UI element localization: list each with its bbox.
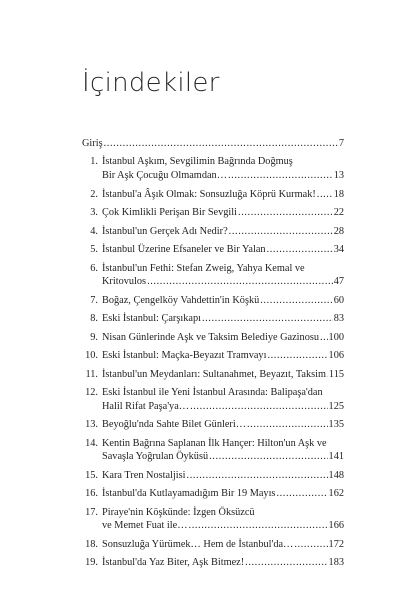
dot-leader — [202, 312, 333, 326]
chapter-title-line — [102, 418, 344, 432]
chapter-title-text: Eski İstanbul ile Yeni İstanbul Arasında: Balipaşa'dan — [102, 387, 323, 398]
page-number: 115 — [328, 368, 344, 380]
page-number: 83 — [333, 313, 344, 325]
toc-entry — [80, 469, 344, 483]
page-number: 13 — [333, 170, 344, 182]
chapter-number: 19. — [85, 557, 98, 569]
chapter-title — [80, 262, 344, 289]
chapter-title-line — [102, 506, 344, 520]
toc-entry — [80, 262, 344, 289]
chapter-title — [80, 386, 344, 413]
dot-leader — [317, 188, 333, 202]
chapter-number: 3. — [90, 207, 98, 219]
chapter-title-text: Eski İstanbul: Çarşıkapı — [102, 313, 201, 325]
toc-entry — [80, 368, 344, 382]
page-number: 162 — [328, 488, 344, 500]
dot-leader — [267, 243, 333, 257]
chapter-title — [80, 137, 344, 151]
page-number: 34 — [333, 244, 344, 256]
chapter-title-line — [102, 188, 344, 202]
chapter-number: 7. — [90, 294, 98, 306]
chapter-title-text: Sonsuzluğa Yürümek… Hem de İstanbul'da… — [102, 538, 294, 550]
dot-leader — [209, 450, 327, 464]
toc-entry — [80, 386, 344, 413]
page-number: 135 — [328, 419, 344, 431]
chapter-number: 18. — [85, 538, 98, 550]
dot-leader — [187, 469, 328, 483]
dot-leader — [238, 206, 333, 220]
chapter-title-line — [102, 275, 344, 289]
chapter-number: 14. — [85, 437, 98, 449]
chapter-title-text: Nisan Günlerinde Aşk ve Taksim Belediye Gazinosu — [102, 331, 319, 343]
chapter-title — [80, 349, 344, 363]
chapter-number: 8. — [90, 313, 98, 325]
chapter-title-text: İstanbul'da Yaz Biter, Aşk Bitmez! — [102, 557, 245, 569]
chapter-title-line — [102, 450, 344, 464]
chapter-title-line — [102, 206, 344, 220]
chapter-number: 9. — [90, 331, 98, 343]
chapter-number: 12. — [85, 387, 98, 398]
dot-leader — [294, 538, 327, 552]
chapter-title-line — [102, 262, 344, 276]
page-number: 60 — [333, 294, 344, 306]
chapter-title — [80, 294, 344, 308]
chapter-title-line — [102, 225, 344, 239]
chapter-number: 11. — [85, 368, 98, 380]
dot-leader — [229, 225, 333, 239]
chapter-title-text: Giriş — [82, 138, 103, 149]
chapter-title-text: İstanbul'un Meydanları: Sultanahmet, Beyazıt, Taksim — [102, 368, 326, 380]
toc-entry — [80, 487, 344, 501]
page-number: 106 — [328, 350, 344, 362]
chapter-number: 5. — [90, 244, 98, 256]
dot-leader — [276, 487, 327, 501]
chapter-title — [80, 368, 344, 382]
chapter-title-line — [102, 437, 344, 451]
chapter-number: 13. — [85, 419, 98, 431]
table-of-contents — [80, 137, 344, 575]
chapter-title-text: İstanbul'a Âşık Olmak: Sonsuzluğa Köprü Kurmak! — [102, 188, 316, 200]
chapter-title — [80, 418, 344, 432]
dot-leader — [189, 519, 328, 533]
dot-leader — [190, 400, 327, 414]
page-number: 141 — [328, 451, 344, 463]
toc-entry — [80, 137, 344, 151]
chapter-title-text: Kara Tren Nostaljisi — [102, 469, 186, 481]
chapter-title-text: Kentin Bağrına Saplanan İlk Hançer: Hilton'un Aşk ve — [102, 437, 327, 449]
chapter-title-line — [102, 331, 344, 345]
dot-leader — [147, 275, 333, 289]
chapter-title — [80, 206, 344, 220]
chapter-title-text: Savaşla Yoğrulan Öyküsü — [102, 451, 209, 463]
page-number: 125 — [328, 400, 344, 412]
dot-leader — [327, 368, 328, 382]
toc-entry — [80, 437, 344, 464]
chapter-title — [80, 437, 344, 464]
chapter-number: 10. — [85, 350, 98, 362]
chapter-title — [80, 556, 344, 570]
chapter-title-line — [102, 519, 344, 533]
chapter-title-line — [102, 469, 344, 483]
chapter-title-text: Bir Aşk Çocuğu Olmamdan… — [102, 170, 227, 182]
toc-entry — [80, 538, 344, 552]
page-number: 7 — [338, 138, 344, 149]
chapter-title-text: Çok Kimlikli Perişan Bir Sevgili — [102, 207, 238, 219]
page-number: 172 — [328, 538, 344, 550]
toc-entry — [80, 556, 344, 570]
chapter-title-text: ve Memet Fuat ile… — [102, 520, 188, 532]
chapter-title — [80, 225, 344, 239]
toc-entry — [80, 294, 344, 308]
dot-leader — [104, 137, 338, 151]
chapter-title-text: Beyoğlu'nda Sahte Bilet Günleri… — [102, 419, 246, 431]
chapter-title-line — [102, 400, 344, 414]
chapter-title-text: İstanbul Üzerine Efsaneler ve Bir Yalan — [102, 244, 266, 256]
chapter-title-text: Halil Rifat Paşa'ya… — [102, 400, 190, 412]
chapter-title — [80, 312, 344, 326]
toc-entry — [80, 331, 344, 345]
chapter-number: 1. — [90, 156, 98, 168]
toc-entry — [80, 155, 344, 182]
chapter-title — [80, 506, 344, 533]
chapter-title-text: Boğaz, Çengelköy Vahdettin'in Köşkü — [102, 294, 260, 306]
page-number: 18 — [333, 188, 344, 200]
chapter-title — [80, 155, 344, 182]
chapter-title — [80, 243, 344, 257]
toc-entry — [80, 349, 344, 363]
dot-leader — [267, 349, 327, 363]
chapter-title-text: Piraye'nin Köşkünde: İzgen Öksüzcü — [102, 506, 255, 518]
toc-entry — [80, 225, 344, 239]
chapter-number: 2. — [90, 188, 98, 200]
toc-entry — [80, 243, 344, 257]
toc-entry — [80, 506, 344, 533]
toc-entry — [80, 418, 344, 432]
chapter-title-text: İstanbul'da Kutlayamadığım Bir 19 Mayıs — [102, 488, 276, 500]
chapter-title-line — [102, 294, 344, 308]
chapter-title-line — [102, 368, 344, 382]
chapter-title-line — [102, 312, 344, 326]
dot-leader — [228, 169, 333, 183]
toc-entry — [80, 312, 344, 326]
chapter-title-line — [102, 243, 344, 257]
chapter-title-text: Eski İstanbul: Maçka-Beyazıt Tramvayı — [102, 350, 267, 362]
chapter-title-line — [102, 155, 344, 169]
chapter-title-line — [102, 169, 344, 183]
chapter-title-line — [102, 349, 344, 363]
chapter-title — [80, 487, 344, 501]
toc-entry — [80, 188, 344, 202]
page-number: 100 — [328, 331, 344, 343]
dot-leader — [320, 331, 328, 345]
page-number: 166 — [328, 520, 344, 532]
page-number: 47 — [333, 276, 344, 288]
chapter-title-text: İstanbul'un Gerçek Adı Nedir? — [102, 225, 228, 237]
chapter-title-text: İstanbul'un Fethi: Stefan Zweig, Yahya Kemal ve — [102, 262, 305, 274]
chapter-number: 6. — [90, 262, 98, 274]
page-number: 28 — [333, 225, 344, 237]
chapter-title-line — [82, 137, 344, 151]
chapter-number: 15. — [85, 469, 98, 481]
page-number: 148 — [328, 469, 344, 481]
chapter-title — [80, 331, 344, 345]
chapter-number: 17. — [85, 506, 98, 518]
toc-entry — [80, 206, 344, 220]
dot-leader — [245, 556, 327, 570]
dot-leader — [247, 418, 328, 432]
chapter-title-line — [102, 386, 344, 400]
page-number: 183 — [328, 557, 344, 569]
chapter-title — [80, 538, 344, 552]
chapter-title — [80, 469, 344, 483]
page-title: İçindekiler — [82, 68, 220, 98]
dot-leader — [260, 294, 332, 308]
chapter-number: 16. — [85, 488, 98, 500]
chapter-title-text: İstanbul Aşkım, Sevgilimin Bağrında Doğmuş — [102, 156, 293, 168]
page-number: 22 — [333, 207, 344, 219]
chapter-title-line — [102, 538, 344, 552]
chapter-title — [80, 188, 344, 202]
chapter-title-text: Kritovulos — [102, 276, 147, 288]
chapter-number: 4. — [90, 225, 98, 237]
chapter-title-line — [102, 556, 344, 570]
chapter-title-line — [102, 487, 344, 501]
